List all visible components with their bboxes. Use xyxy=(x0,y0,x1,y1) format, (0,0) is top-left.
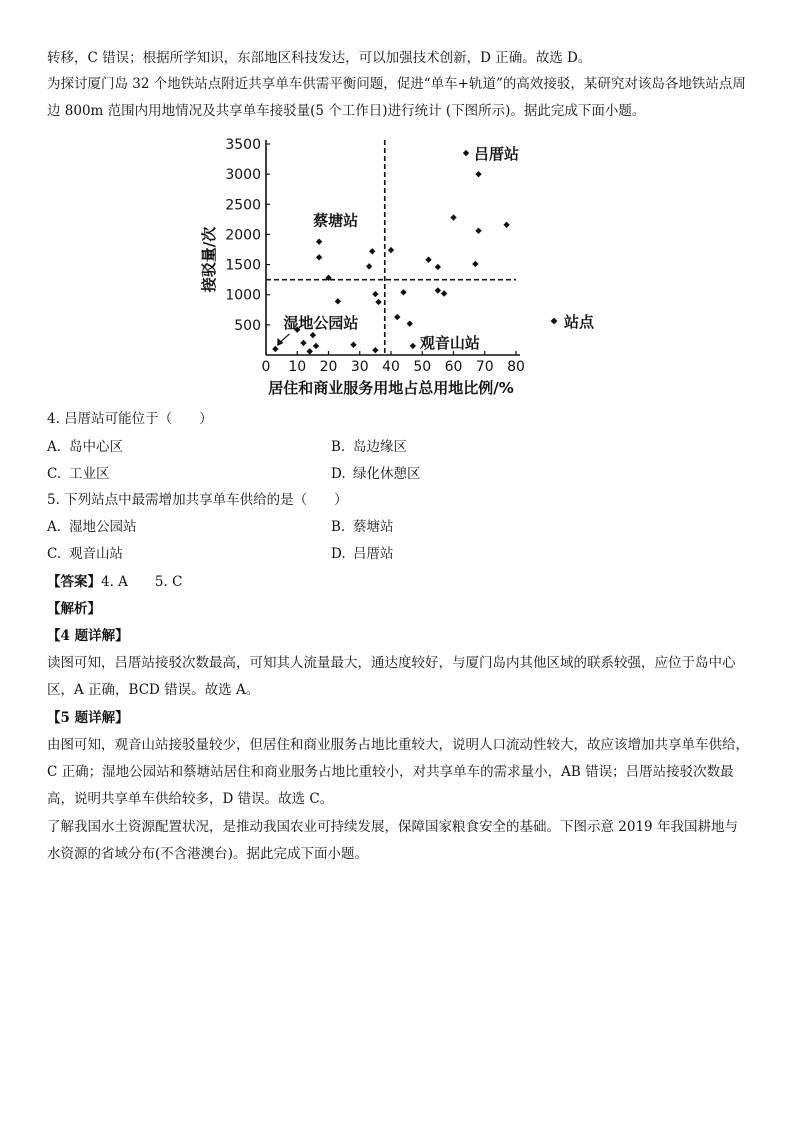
scatter-chart xyxy=(190,132,620,404)
x-tick-label: 10 xyxy=(288,359,307,375)
q5-stem: 5. 下列站点中最需增加共享单车供给的是（ ） xyxy=(47,492,348,508)
data-point-8 xyxy=(316,254,322,260)
analysis-label: 【解析】 xyxy=(47,601,101,617)
q4-stem: 4. 吕厝站可能位于（ ） xyxy=(47,411,213,427)
q4-option-c: C. 工业区 xyxy=(47,466,110,482)
question-intro: 为探讨厦门岛 32 个地铁站点附近共享单车供需平衡问题，促进“单车+轨道”的高效接驳，某研究对该岛各地铁站点周边 800m 范围内用地情况及共享单车接驳量(5 个工作日)进行统计 (下图所示)。据此完成下面小题。 xyxy=(47,76,746,119)
data-point-11 xyxy=(350,342,356,348)
data-point-17 xyxy=(388,247,394,253)
q5-option-d: D. 吕厝站 xyxy=(331,546,394,562)
x-tick-label: 0 xyxy=(261,359,271,375)
q4-detail-label: 【4 题详解】 xyxy=(47,628,129,644)
y-tick-label: 2500 xyxy=(225,197,261,214)
q5-option-c: C. 观音山站 xyxy=(47,546,123,562)
data-point-7 xyxy=(316,238,322,244)
q4-detail-text: 读图可知，吕厝站接驳次数最高，可知其人流量最大，通达度较好，与厦门岛内其他区域的联系较强，应位于岛中心区，A 正确，BCD 错误。故选 A。 xyxy=(47,655,736,698)
q4-option-a: A. 岛中心区 xyxy=(47,439,123,455)
data-point-25 xyxy=(441,290,447,296)
x-tick-label: 60 xyxy=(444,359,463,375)
data-point-21 xyxy=(410,343,416,349)
annotation-shidi: 湿地公园站 xyxy=(283,313,359,332)
data-point-10 xyxy=(335,298,341,304)
data-point-5 xyxy=(310,332,316,338)
x-axis-label: 居住和商业服务用地占总用地比例/% xyxy=(268,379,514,397)
y-axis-label: 接驳量/次 xyxy=(200,226,218,293)
data-point-30 xyxy=(472,261,478,267)
intro-line: 转移，C 错误；根据所学知识，东部地区科技发达，可以加强技术创新，D 正确。故选 D。 xyxy=(47,50,592,66)
x-tick-label: 20 xyxy=(319,359,338,375)
q5-detail-text: 由图可知，观音山站接驳量较少，但居住和商业服务占地比重较大，说明人口流动性较大，故应该增加共享单车供给，C 正确；湿地公园站和蔡塘站居住和商业服务占地比重较小，对共享单车的需求量小，AB 错误；吕厝站接驳次数最高，说明共享单车供给较多，D 错误。故选 C。 xyxy=(47,737,749,807)
y-tick-label: 500 xyxy=(234,317,261,334)
data-point-3 xyxy=(300,340,306,346)
q5-option-a: A. 湿地公园站 xyxy=(47,519,137,535)
q5-option-b: B. 蔡塘站 xyxy=(331,519,394,535)
data-point-4 xyxy=(307,348,313,354)
data-point-20 xyxy=(407,320,413,326)
data-point-28 xyxy=(475,171,481,177)
annotation-shidi-arrowhead xyxy=(277,338,283,346)
data-point-18 xyxy=(394,314,400,320)
x-tick-label: 70 xyxy=(475,359,494,375)
x-tick-label: 50 xyxy=(413,359,432,375)
legend-marker xyxy=(551,318,558,325)
annotation-lvcuo: 吕厝站 xyxy=(474,145,520,164)
answer-line: 【答案】4. A 5. C xyxy=(47,574,183,590)
data-point-29 xyxy=(475,228,481,234)
data-point-12 xyxy=(366,263,372,269)
y-tick-label: 1000 xyxy=(225,287,261,304)
legend-label: 站点 xyxy=(564,313,595,331)
x-tick-label: 30 xyxy=(350,359,369,375)
data-point-26 xyxy=(450,214,456,220)
data-point-19 xyxy=(400,289,406,295)
data-point-22 xyxy=(425,257,431,263)
data-point-27 xyxy=(463,150,469,156)
x-tick-label: 40 xyxy=(382,359,400,375)
data-point-16 xyxy=(375,299,381,305)
y-tick-label: 2000 xyxy=(225,227,261,244)
annotation-caitang: 蔡塘站 xyxy=(313,211,359,230)
q4-option-b: B. 岛边缘区 xyxy=(331,439,407,455)
data-point-1 xyxy=(272,346,278,352)
annotation-guanyinshan: 观音山站 xyxy=(419,333,480,352)
data-point-31 xyxy=(503,222,509,228)
data-point-24 xyxy=(435,287,441,293)
y-tick-label: 3000 xyxy=(225,167,261,184)
data-point-6 xyxy=(313,343,319,349)
data-point-23 xyxy=(435,264,441,270)
next-question-intro: 了解我国水土资源配置状况，是推动我国农业可持续发展，保障国家粮食安全的基础。下图示意 2019 年我国耕地与水资源的省域分布(不含港澳台)。据此完成下面小题。 xyxy=(47,819,738,862)
q4-option-d: D. 绿化休憩区 xyxy=(331,466,421,482)
data-point-15 xyxy=(372,347,378,353)
x-tick-label: 80 xyxy=(507,359,525,375)
q5-detail-label: 【5 题详解】 xyxy=(47,710,129,726)
data-point-13 xyxy=(369,248,375,254)
y-tick-label: 3500 xyxy=(225,137,261,153)
data-point-14 xyxy=(372,291,378,297)
y-tick-label: 1500 xyxy=(225,257,261,274)
